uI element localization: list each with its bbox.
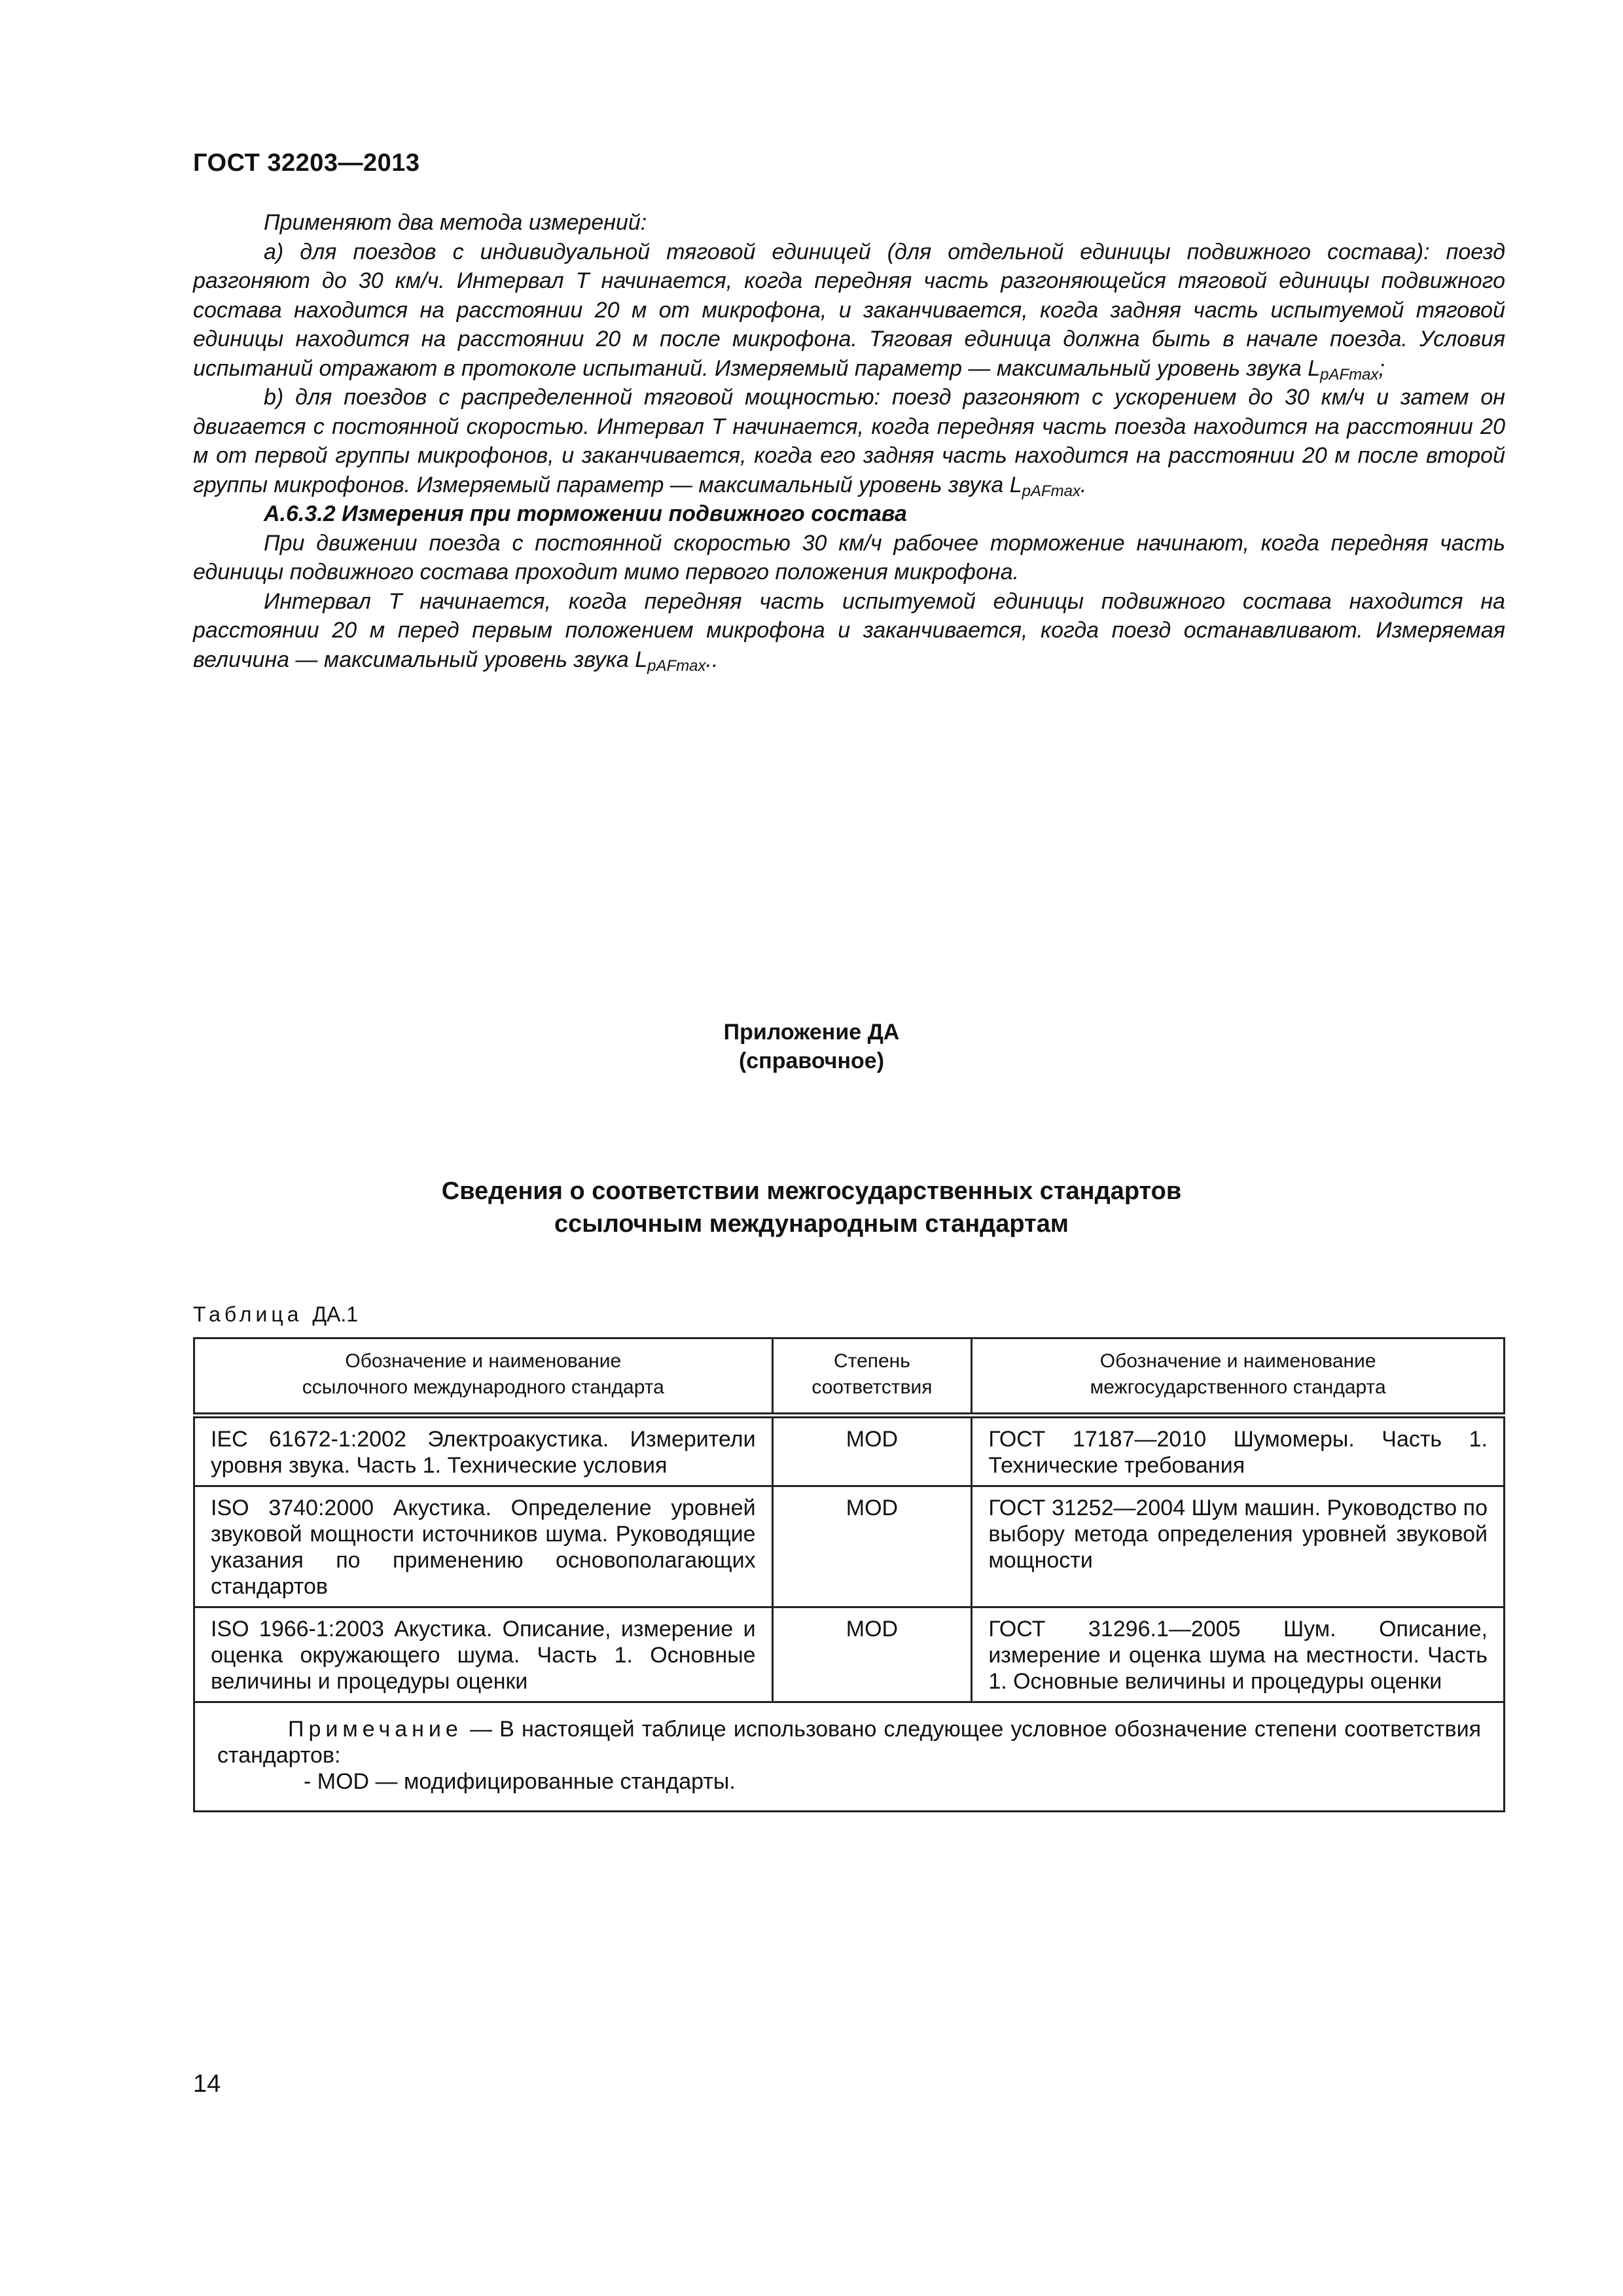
page-number: 14 [193,2070,221,2098]
standard-header: ГОСТ 32203—2013 [193,149,420,177]
paragraph: b) для поездов с распределенной тяговой мощностью: поезд разгоняют с ускорением до 30 км/ч и затем он двигается с постоянной скоростью. Интервал T начинается, когда передняя часть поезда находится на расстоянии 20 м от первой группы микрофонов, и заканчивается, когда его задняя часть находится на расстоянии 20 м после второй группы микрофонов. Измеряемый параметр — максимальный уровень звука $L_{pAFmax}$. [193,385,1505,500]
table-cell: ISO 1966-1:2003 Акустика. Описание, измерение и оценка окружающего шума. Часть 1. Основные величины и процедуры оценки [194,1607,773,1702]
appendix-heading: Сведения о соответствии межгосударственных стандартов ссылочным международным стандартам [441,1177,1182,1238]
table-row [194,1607,1505,1702]
table-note: Примечание — В настоящей таблице использовано следующее условное обозначение степени соответствия стандартов: - MOD — модифицированные стандарты. [194,1702,1505,1812]
table-row [194,1416,1505,1486]
table-cell: MOD [772,1416,972,1486]
table-caption: Таблица ДА.1 [193,1302,359,1326]
table-header-row [194,1338,1505,1416]
table-cell: ГОСТ 31296.1—2005 Шум. Описание, измерение и оценка шума на местности. Часть 1. Основные величины и процедуры оценки [972,1607,1505,1702]
table-note-row [194,1702,1505,1812]
column-header: Обозначение и наименование межгосударственного стандарта [972,1338,1505,1416]
appendix-title: Приложение ДА [723,1020,900,1045]
column-header: Обозначение и наименование ссылочного международного стандарта [194,1338,773,1416]
table-cell: ГОСТ 31252—2004 Шум машин. Руководство по выбору метода определения уровней звуковой мощности [972,1486,1505,1607]
section-heading: А.6.3.2 Измерения при торможении подвижного состава [264,501,907,526]
column-header: Степень соответствия [772,1338,972,1416]
table-cell: MOD [772,1607,972,1702]
table-cell: MOD [772,1486,972,1607]
table-cell: ГОСТ 17187—2010 Шумомеры. Часть 1. Технические требования [972,1416,1505,1486]
table-cell: IEC 61672-1:2002 Электроакустика. Измерители уровня звука. Часть 1. Технические условия [194,1416,773,1486]
paragraph: Применяют два метода измерений: [264,210,647,235]
table-cell: ISO 3740:2000 Акустика. Определение уровней звуковой мощности источников шума. Руководящие указания по применению основополагающих стандартов [194,1486,773,1607]
appendix-subtitle: (справочное) [738,1049,885,1073]
table-row [194,1486,1505,1607]
body-text [193,208,1505,674]
paragraph: a) для поездов с индивидуальной тяговой единицей (для отдельной единицы подвижного состава): поезд разгоняют до 30 км/ч. Интервал T начинается, когда передняя часть разгоняющейся тяговой единицы подвижного состава находится на расстоянии 20 м от микрофона, и заканчивается, когда задняя часть испытуемой тяговой единицы находится на расстоянии 20 м после микрофона. Тяговая единица должна быть в начале поезда. Условия испытаний отражают в протоколе испытаний. Измеряемый параметр — максимальный уровень звука $L_{pAFmax}$; [193,239,1505,384]
paragraph: При движении поезда с постоянной скоростью 30 км/ч рабочее торможение начинают, когда передняя часть единицы подвижного состава проходит мимо первого положения микрофона. [193,530,1505,584]
standards-table [193,1337,1505,1812]
paragraph: Интервал T начинается, когда передняя часть испытуемой единицы подвижного состава находится на расстоянии 20 м перед первым положением микрофона и заканчивается, когда поезд останавливают. Измеряемая величина — максимальный уровень звука $L_{pAFmax}$.. [193,588,1505,675]
